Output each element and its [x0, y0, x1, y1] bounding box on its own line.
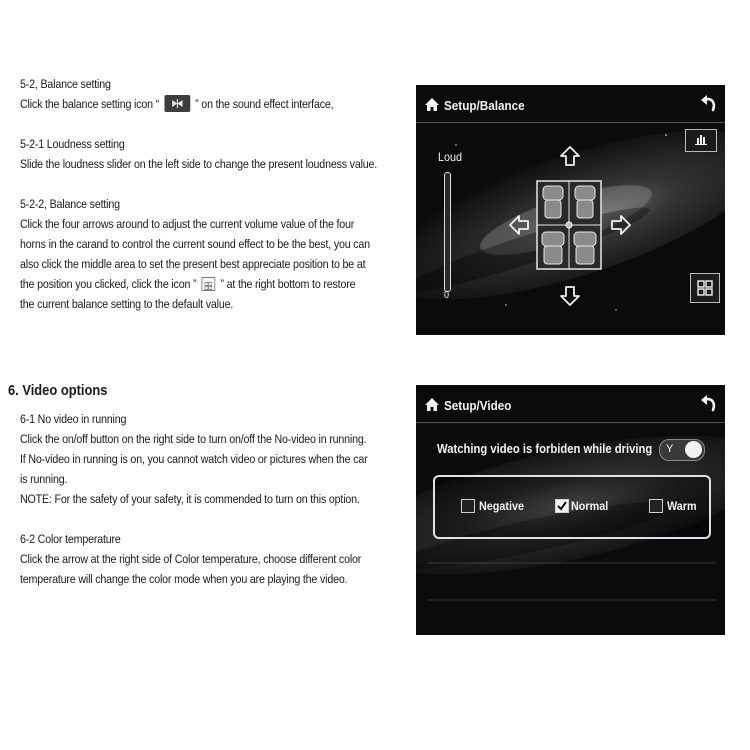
balance-adjust-line: Click the four arrows around to adjust the current volume value of the four [20, 217, 355, 231]
balance-adjust-line: also click the middle area to set the present best appreciate position to be at [20, 257, 366, 271]
balance-screen [416, 85, 725, 335]
reset-grid-icon [202, 277, 216, 291]
loudness-body: Slide the loudness slider on the left side to change the present loudness value. [20, 157, 378, 171]
video-instructions [20, 409, 367, 589]
no-video-toggle[interactable] [659, 439, 705, 461]
toggle-label: Y [666, 443, 674, 455]
checkbox-checked[interactable] [555, 499, 569, 513]
color-option-label: Normal [571, 499, 609, 513]
balance-adjust-line4-pre: the position you clicked, click the icon ” [20, 277, 197, 291]
balance-line [20, 94, 377, 114]
balance-line-pre: Click the balance setting icon “ [20, 97, 160, 111]
home-icon[interactable] [424, 97, 440, 112]
arrow-right-icon[interactable] [610, 214, 632, 236]
loud-label: Loud [438, 150, 463, 164]
arrow-left-icon[interactable] [508, 214, 530, 236]
loudness-value: 0 [444, 290, 450, 301]
balance-instructions [20, 74, 377, 314]
video-screen [416, 385, 725, 635]
balance-heading: 5-2, Balance setting [20, 77, 111, 91]
arrow-down-icon[interactable] [559, 285, 581, 307]
header-divider [416, 122, 725, 123]
balance-adjust-line4-post: ” at the right bottom to restore [220, 277, 356, 291]
color-temp-panel [433, 475, 711, 539]
color-option-label: Negative [479, 499, 525, 513]
video-screen-title: Setup/Video [444, 398, 512, 413]
seat-balance-area[interactable] [536, 180, 602, 270]
color-temp-line: Click the arrow at the right side of Color temperature, choose different color [20, 552, 362, 566]
no-video-line: Click the on/off button on the right side to turn on/off the No-video in running. [20, 432, 367, 446]
balance-adjust-line [20, 274, 377, 294]
check-icon [556, 500, 568, 512]
balance-icon [164, 95, 190, 112]
equalizer-icon [686, 130, 716, 151]
header-divider [416, 422, 725, 423]
equalizer-button[interactable] [685, 129, 717, 152]
reset-grid-icon [691, 274, 719, 302]
toggle-knob [685, 441, 702, 458]
balance-screen-title: Setup/Balance [444, 98, 525, 113]
checkbox[interactable] [461, 499, 475, 513]
checkbox[interactable] [649, 499, 663, 513]
no-video-line: is running. [20, 472, 68, 486]
no-video-note: NOTE: For the safety of your safety, it is commended to turn on this option. [20, 492, 360, 506]
back-arrow-icon[interactable] [699, 94, 717, 114]
watching-video-label: Watching video is forbiden while driving [437, 442, 653, 456]
no-video-heading: 6-1 No video in running [20, 412, 127, 426]
video-section-title: 6. Video options [8, 382, 108, 399]
balance-adjust-heading: 5-2-2, Balance setting [20, 197, 120, 211]
balance-adjust-line: horns in the carand to control the current sound effect to be the best, you can [20, 237, 370, 251]
balance-line-post: ” on the sound effect interface, [195, 97, 334, 111]
home-icon[interactable] [424, 397, 440, 412]
reset-balance-button[interactable] [690, 273, 720, 303]
car-seats-icon [536, 180, 602, 270]
no-video-line: If No-video in running is on, you cannot watch video or pictures when the car [20, 452, 368, 466]
color-option-label: Warm [667, 499, 697, 513]
loudness-slider[interactable] [444, 172, 451, 292]
color-temp-line: temperature will change the color mode when you are playing the video. [20, 572, 348, 586]
loudness-heading: 5-2-1 Loudness setting [20, 137, 125, 151]
arrow-up-icon[interactable] [559, 145, 581, 167]
color-temp-heading: 6-2 Color temperature [20, 532, 121, 546]
back-arrow-icon[interactable] [699, 394, 717, 414]
balance-adjust-line: the current balance setting to the default value. [20, 297, 234, 311]
